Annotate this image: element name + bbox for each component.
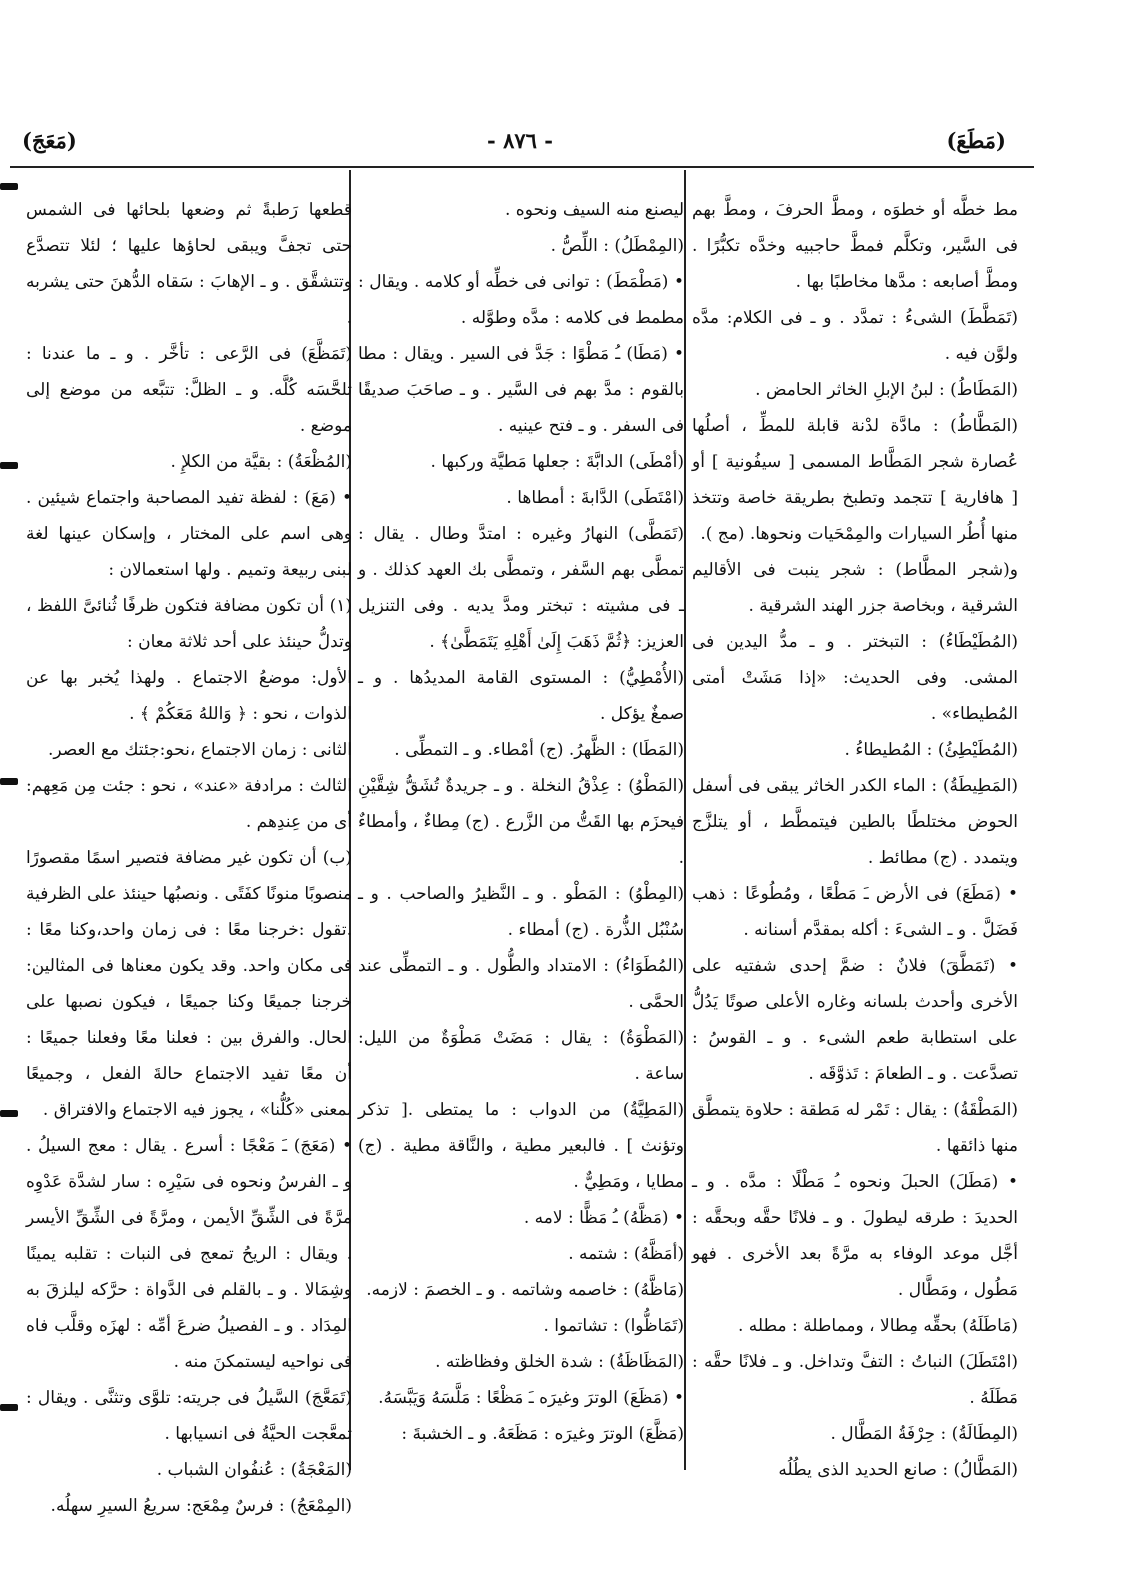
entry-paragraph: (المِطَالَةُ) : حِرْفَةُ المَطَّال .	[830, 1424, 1018, 1444]
entry-paragraph: (المَطْوَةُ) : يقال : مَضَتْ مَطْوَةٌ من الليل: ساعة .	[358, 1028, 684, 1084]
entry-paragraph: (المُطَوَاءُ) : الامتداد والطُّول . و ـ التمطِّى عند الحمَّى .	[358, 956, 684, 1012]
page-number: - ٨٧٦ -	[487, 128, 553, 153]
entry-paragraph: (١) أن تكون مضافة فتكون ظرفًا ثُنائىَّ اللفظ ، وتدلُّ حينئذ على أحد ثلاثة معان :	[26, 596, 352, 652]
entry-paragraph: • (مَطَا) ـُ مَطْوًا : جَدَّ فى السير . ويقال : مطا بالقوم : مدَّ بهم فى السَّير . و ـ صاحَبَ صديقًا فى السفر . و ـ فتح عينيه .	[358, 344, 684, 436]
margin-mark	[0, 1110, 18, 1117]
entry-paragraph: (تَمَطَّطَ) الشىءُ : تمدَّد . و ـ فى الكلام: مدَّه ولوَّن فيه .	[692, 308, 1018, 364]
column-left	[26, 192, 352, 1524]
header-right-keyword: (مَطَعَ)	[946, 128, 1006, 153]
entry-paragraph: (تَمَظَّعَ) فى الرَّعى : تأخَّر . و ـ ما عندنا : تلحَّسَه كُلَّه. و ـ الظلَّ: تتبَّعه من موضع إلى موضع .	[26, 344, 352, 436]
entry-paragraph: • (مَطَعَ) فى الأرض ـَ مَطْعًا ، ومُطُوعًا : ذهب فَضَلَّ . و ـ الشىءَ : أكله بمقدَّم أسنانه .	[692, 884, 1018, 940]
entry-paragraph: (المَطْقَةُ) : يقال : تَمْر له مَطقة : حلاوة يتمطَّق منها ذائقها .	[692, 1100, 1018, 1156]
entry-paragraph: (تَمَاظُّوا) : تشاتموا .	[543, 1316, 684, 1336]
entry-paragraph: (المَطَا) : الظَّهرُ. (ج) أمْطاء. و ـ التمطِّى .	[394, 740, 684, 760]
entry-paragraph: (المِمْعَجُ) : فرسٌ مِمْعَج: سريعُ السيرِ سهلُه.	[50, 1496, 352, 1516]
entry-paragraph: • (مَعَ) : لفظة تفيد المصاحبة واجتماع شيئين . وهى اسم على المختار ، وإسكان عينها لغة لبنى ربيعة وتميم . ولها استعمالان :	[26, 488, 352, 580]
entry-paragraph: قطعها رَطبةً ثم وضعها بلحائها فى الشمس حتى تجفَّ ويبقى لحاؤها عليها ؛ لئلا تتصدَّع وتتشقَّق . و ـ الإهابَ : سَقاه الدُّهنَ حتى يشربه .	[26, 200, 352, 328]
entry-paragraph: (أمْطَى) الدابَّةَ : جعلها مَطيَّة وركبها .	[430, 452, 684, 472]
entry-paragraph: (المَظَاظَةُ) : شدة الخلق وفظاظته .	[435, 1352, 684, 1372]
entry-paragraph: • (مَظَعَ) الوترَ وغيرَه ـَ مَظْعًا : مَلَّسَهُ وَيَبَّسَهُ.	[378, 1388, 684, 1408]
entry-paragraph: الثانى : زمان الاجتماع ،نحو:جئتك مع العصر.	[47, 740, 352, 760]
margin-mark	[0, 1404, 18, 1411]
entry-paragraph: (المِمْطَلُ) : اللِّصُّ .	[550, 236, 684, 256]
column-right	[692, 192, 1018, 1488]
entry-paragraph: (المَطَّالُ) : صانع الحديد الذى يطُلُه	[778, 1460, 1018, 1480]
entry-paragraph: (المَطَّاطُ) : مادَّة لدْنة قابلة للمطِّ ، أصلُها عُصارة شجر المَطَّاط المسمى [ سيفُونية ] أو [ هافارية ] تتجمد وتطبخ بطريقة خاصة وتتخذ منها أُطُر السيارات والمِمْحَيات ونحوها. (مج ).	[692, 416, 1018, 544]
entry-paragraph: (المَطَاطُ) : لبنُ الإبلِ الخاثر الحامض .	[755, 380, 1018, 400]
entry-paragraph: (مَاطَلَهُ) بحقِّه مِطالا ، ومماطلة : مطله .	[737, 1316, 1018, 1336]
column-divider	[684, 170, 686, 1470]
entry-paragraph: (المَعْجَةُ) : عُنفُوان الشباب .	[156, 1460, 352, 1480]
entry-paragraph: مط خطَّه أو خطوَه ، ومطَّ الحرفَ ، ومطَّ بهم فى السَّير، وتكلَّم فمطَّ حاجبيه وخدَّه تكبُّرًا . ومطَّ أصابعه : مدَّها مخاطبًا بها .	[692, 200, 1018, 292]
header-left-keyword: (مَعَجَ)	[22, 128, 77, 153]
entry-paragraph: (المَطِيَّةُ) من الدواب : ما يمتطى .[ تذكر وتؤنث ] . فالبعير مطية ، والنَّاقة مطية . (ج) مطايا ، ومَطِيٌّ .	[358, 1100, 684, 1192]
entry-paragraph: ليصنع منه السيف ونحوه .	[505, 200, 684, 220]
entry-paragraph: (أمَظَّهُ) : شتمه .	[568, 1244, 684, 1264]
entry-paragraph: (تَمَطَّى) النهارُ وغيره : امتدَّ وطال . يقال : تمطَّى بهم السَّفر ، وتمطَّى بك العهد كذلك . و ـ فى مشيته : تبختر ومدَّ يديه . وفى التنزيل العزيز: ﴿ثُمَّ ذَهَبَ إِلَىٰ أَهْلِهِ يَتَمَطَّىٰ﴾ .	[358, 524, 684, 652]
entry-paragraph: الثالث : مرادفة «عند» ، نحو : جئت مِن مَعِهم: أى من عِندِهم .	[26, 776, 352, 832]
margin-mark	[0, 183, 18, 190]
entry-paragraph: (ب) أن تكون غير مضافة فتصير اسمًا مقصورًا منصوبًا منونًا كفَتًى . ونصبُها حينئذ على الظرفية .تقول :خرجنا معًا : فى زمان واحد،وكنا معًا : فى مكان واحد. وقد يكون معناها فى المثالين: خرجنا جميعًا وكنا جميعًا ، فيكون نصبها على الحال. والفرق بين : فعلنا معًا وفعلنا جميعًا : أن معًا تفيد الاجتماع حالةَ الفعل ، وجميعًا بمعنى «كُلُّنا» ، يجوز فيه الاجتماع والافتراق .	[25, 848, 352, 1120]
entry-paragraph: الأول: موضعُ الاجتماع . ولهذا يُخبر بها عن الذوات ، نحو : ﴿ وَاللهُ مَعَكُمْ ﴾ .	[26, 668, 352, 724]
entry-paragraph: (مَاظَّهُ) : خاصمه وشاتمه . و ـ الخصمَ : لازمه.	[366, 1280, 684, 1300]
entry-paragraph: (امْتَطَى) الدَّابةَ : أمطاها .	[506, 488, 684, 508]
entry-paragraph: (المَطْوُ) : عِذْقُ النخلة . و ـ جريدةٌ تُشَقُّ شِقَّيْنِ فيحزَم بها القَتُّ من الزَّرع . (ج) مِطاءٌ ، وأمطاءٌ .	[358, 776, 684, 868]
entry-paragraph: (مَظَّعَ) الوترَ وغيرَه : مَظَعَهُ. و ـ الخشبةَ :	[401, 1424, 684, 1444]
entry-paragraph: (الأُمْطِيُّ) : المستوى القامة المديدُها . و ـ صمغٌ يؤكل .	[358, 668, 684, 724]
entry-paragraph: • (مَطْمَطَ) : توانى فى خطِّه أو كلامه . ويقال : مطمط فى كلامه : مدَّه وطوَّله .	[358, 272, 684, 328]
entry-paragraph: (المُظْعَةُ) : بقيَّة من الكلإِ .	[170, 452, 352, 472]
margin-mark	[0, 778, 18, 785]
entry-paragraph: • (مَطَلَ) الحبلَ ونحوه ـُ مَطْلًا : مدَّه . و ـ الحديدَ : طرقه ليطولَ . و ـ فلانًا حقَّه وبحقَّه : أجَّل موعد الوفاء به مرَّةً بعد الأخرى . فهو مَطُول ، ومَطَّال .	[692, 1172, 1018, 1300]
entry-paragraph: • (مَظَّهُ) ـُ مَظًّا : لامه .	[523, 1208, 684, 1228]
entry-paragraph: • (تَمَطَّقَ) فلانٌ : ضمَّ إحدى شفتيه على الأخرى وأحدث بلسانه وغاره الأعلى صوتًا يَدُلُّ على استطابة طعم الشىء . و ـ القوسُ : تصدَّعت . و ـ الطعامَ : تَذوَّقَه .	[692, 956, 1018, 1084]
entry-paragraph: (المُطَيْطَاءُ) : التبختر . و ـ مدُّ اليدين فى المشى. وفى الحديث: «إذا مَشَتْ أمتى المُطيطاء» .	[692, 632, 1018, 724]
column-middle	[358, 192, 684, 1452]
header-rule	[10, 166, 1034, 168]
entry-paragraph: (امْتَطَلَ) النباتُ : التفَّ وتداخل. و ـ فلانًا حقَّه : مَطَلَهُ .	[692, 1352, 1018, 1408]
entry-paragraph: (المُطَيْطِئُ) : المُطيطاءُ .	[844, 740, 1018, 760]
entry-paragraph: (المِطْوُ) : المَطْو . و ـ النَّظيرُ والصاحب . و ـ سُنْبُل الذُّرة . (ج) أمطاء .	[358, 884, 684, 940]
entry-paragraph: و(شجر المطَّاط) : شجر ينبت فى الأقاليم الشرقية ، وبخاصة جزر الهند الشرقية .	[692, 560, 1018, 616]
margin-mark	[0, 462, 18, 469]
entry-paragraph: • (مَعَجَ) ـَ مَعْجًا : أسرع . يقال : معج السيلُ . و ـ الفرسُ ونحوه فى سَيْرِه : سار لشدَّة عَدْوِه مرَّةً فى الشِّقِّ الأيمن ، ومرَّةً فى الشِّقِّ الأيسر . ويقال : الريحُ تمعج فى النبات : تقلبه يمينًا وشِمَالا . و ـ بالقلم فى الدَّواة : حرَّكه ليلزقَ به المِدَاد . و ـ الفصيلُ ضرعَ أمِّه : لهزَه وقلَّب فاه فى نواحيه ليستمكنَ منه .	[26, 1136, 352, 1372]
entry-paragraph: (المَطِيطَةُ) : الماء الكدر الخاثر يبقى فى أسفل الحوض مختلطًا بالطين فيتمطَّط ، أو يتلزَّج ويتمدد . (ج) مطائط .	[692, 776, 1018, 868]
entry-paragraph: (تَمَعَّجَ) السَّيلُ فى جريته: تلوَّى وتثنَّى . ويقال : تمعَّجت الحيَّةُ فى انسيابها .	[26, 1388, 352, 1444]
